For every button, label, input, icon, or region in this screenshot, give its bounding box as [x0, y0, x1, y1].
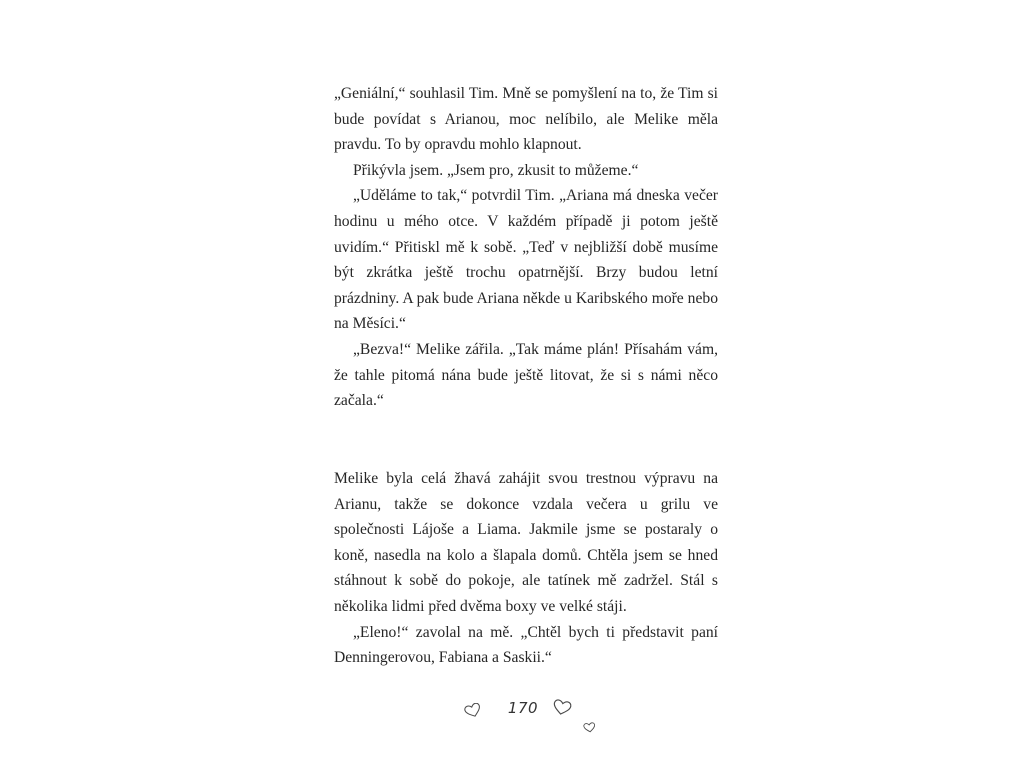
heart-outline-icon [583, 722, 596, 733]
heart-outline-icon [552, 699, 572, 716]
paragraph: Melike byla celá žhavá zahájit svou trestnou výpravu na Arianu, takže se dokonce vzdala večera u grilu ve společnosti Lájoše a Liama. Jakmile jsme se postaraly o koně, nasedla na kolo a šlapala domů. Chtěla jsem se hned stáhnout k sobě do pokoje, ale tatínek mě zadržel. Stál s několika lidmi před dvěma boxy ve velké stáji. [334, 470, 718, 615]
paragraph: „Eleno!“ zavolal na mě. „Chtěl bych ti představit paní Denningerovou, Fabiana a Saskii.“ [334, 623, 718, 667]
heart-outline-icon [464, 703, 482, 718]
paragraph: „Bezva!“ Melike zářila. „Tak máme plán! Přísahám vám, že tahle pitomá nána bude ještě litovat, že si s námi něco začala.“ [334, 340, 718, 410]
paragraph: „Uděláme to tak,“ potvrdil Tim. „Ariana má dneska večer hodinu u mého otce. V každém případě ji potom ještě uvidím.“ Přitiskl mě k sobě. „Teď v nejbližší době musíme být zkrátka ještě trochu opatrnější. Brzy budou letní prázdniny. A pak bude Ariana někde u Karibského moře nebo na Měsíci.“ [334, 187, 718, 333]
paragraph: Přikývla jsem. „Jsem pro, zkusit to můžeme.“ [353, 161, 639, 179]
text-section-1 [334, 81, 718, 414]
page-number: 170 [507, 699, 539, 717]
text-section-2 [334, 466, 718, 671]
paragraph: „Geniální,“ souhlasil Tim. Mně se pomyšlení na to, že Tim si bude povídat s Arianou, moc nelíbilo, ale Melike měla pravdu. To by opravdu mohlo klapnout. [334, 85, 718, 154]
